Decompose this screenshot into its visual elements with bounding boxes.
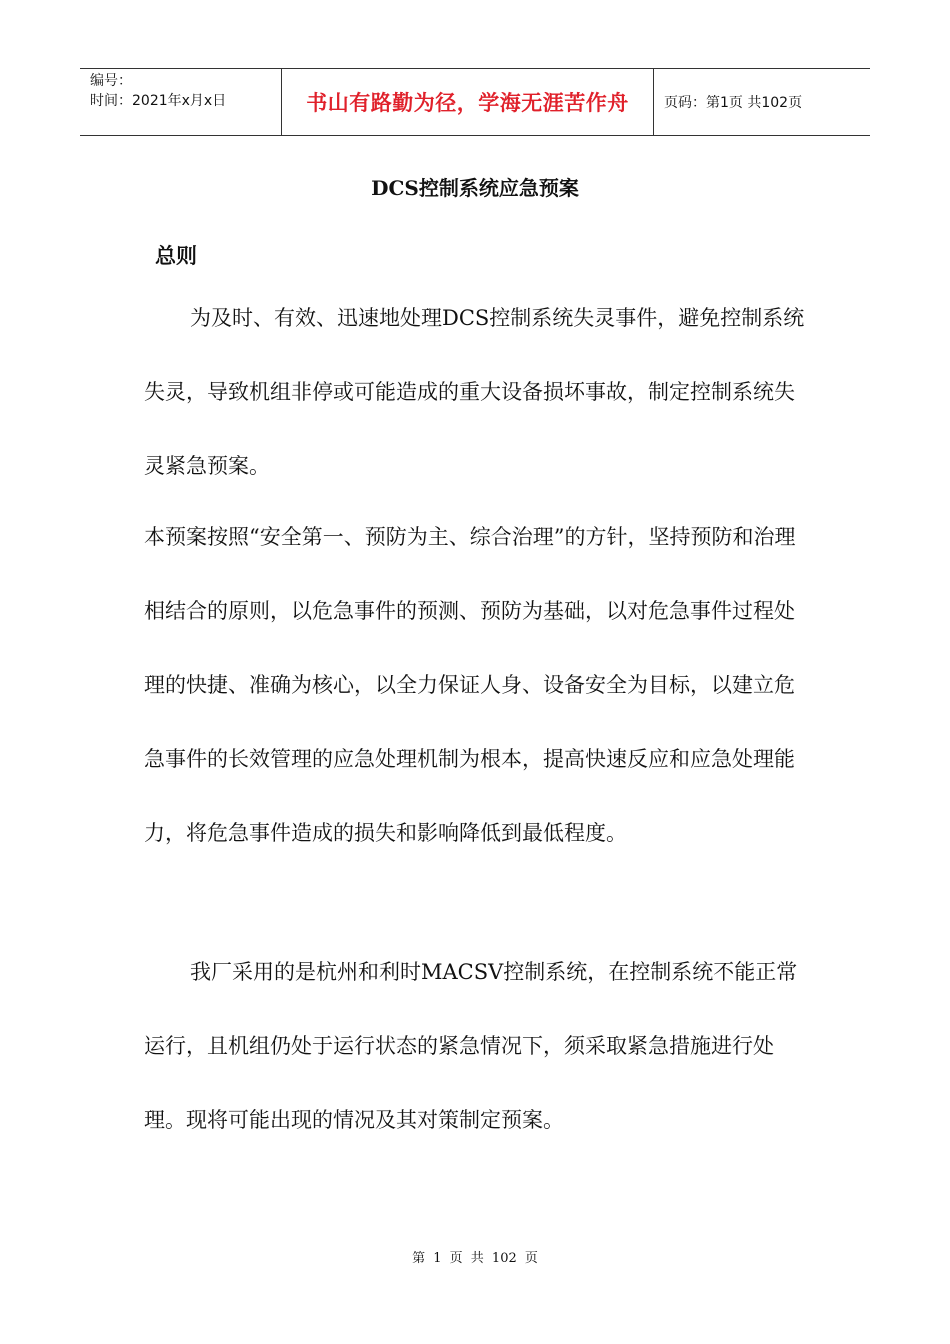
paragraph-purpose: 为及时、有效、迅速地处理DCS控制系统失灵事件，避免控制系统失灵，导致机组非停或可能造成的重大设备损坏事故，制定控制系统失灵紧急预案。 <box>144 306 805 478</box>
page-header <box>80 68 870 136</box>
header-page-info: 页码：第1页 共102页 <box>664 95 803 111</box>
section-heading: 总则 <box>155 244 197 268</box>
page-footer: 第 1 页 共 102 页 <box>412 1251 538 1266</box>
paragraph-principle: 本预案按照“安全第一、预防为主、综合治理”的方针，坚持预防和治理相结合的原则，以危急事件的预测、预防为基础，以对危急事件过程处理的快捷、准确为核心，以全力保证人身、设备安全为目标，以建立危急事件的长效管理的应急处理机制为根本，提高快速反应和应急处理能力，将危急事件造成的损失和影响降低到最低程度。 <box>144 525 796 845</box>
document-date: 时间：2021年x月x日 <box>90 93 227 109</box>
document-title: DCS控制系统应急预案 <box>371 176 579 200</box>
header-meta-cell <box>80 69 282 135</box>
paragraph-system: 我厂采用的是杭州和利时MACSV控制系统，在控制系统不能正常运行，且机组仍处于运行状态的紧急情况下，须采取紧急措施进行处理。现将可能出现的情况及其对策制定预案。 <box>144 960 798 1132</box>
header-motto: 书山有路勤为径，学海无涯苦作舟 <box>282 69 654 135</box>
document-number-label: 编号： <box>90 73 132 89</box>
